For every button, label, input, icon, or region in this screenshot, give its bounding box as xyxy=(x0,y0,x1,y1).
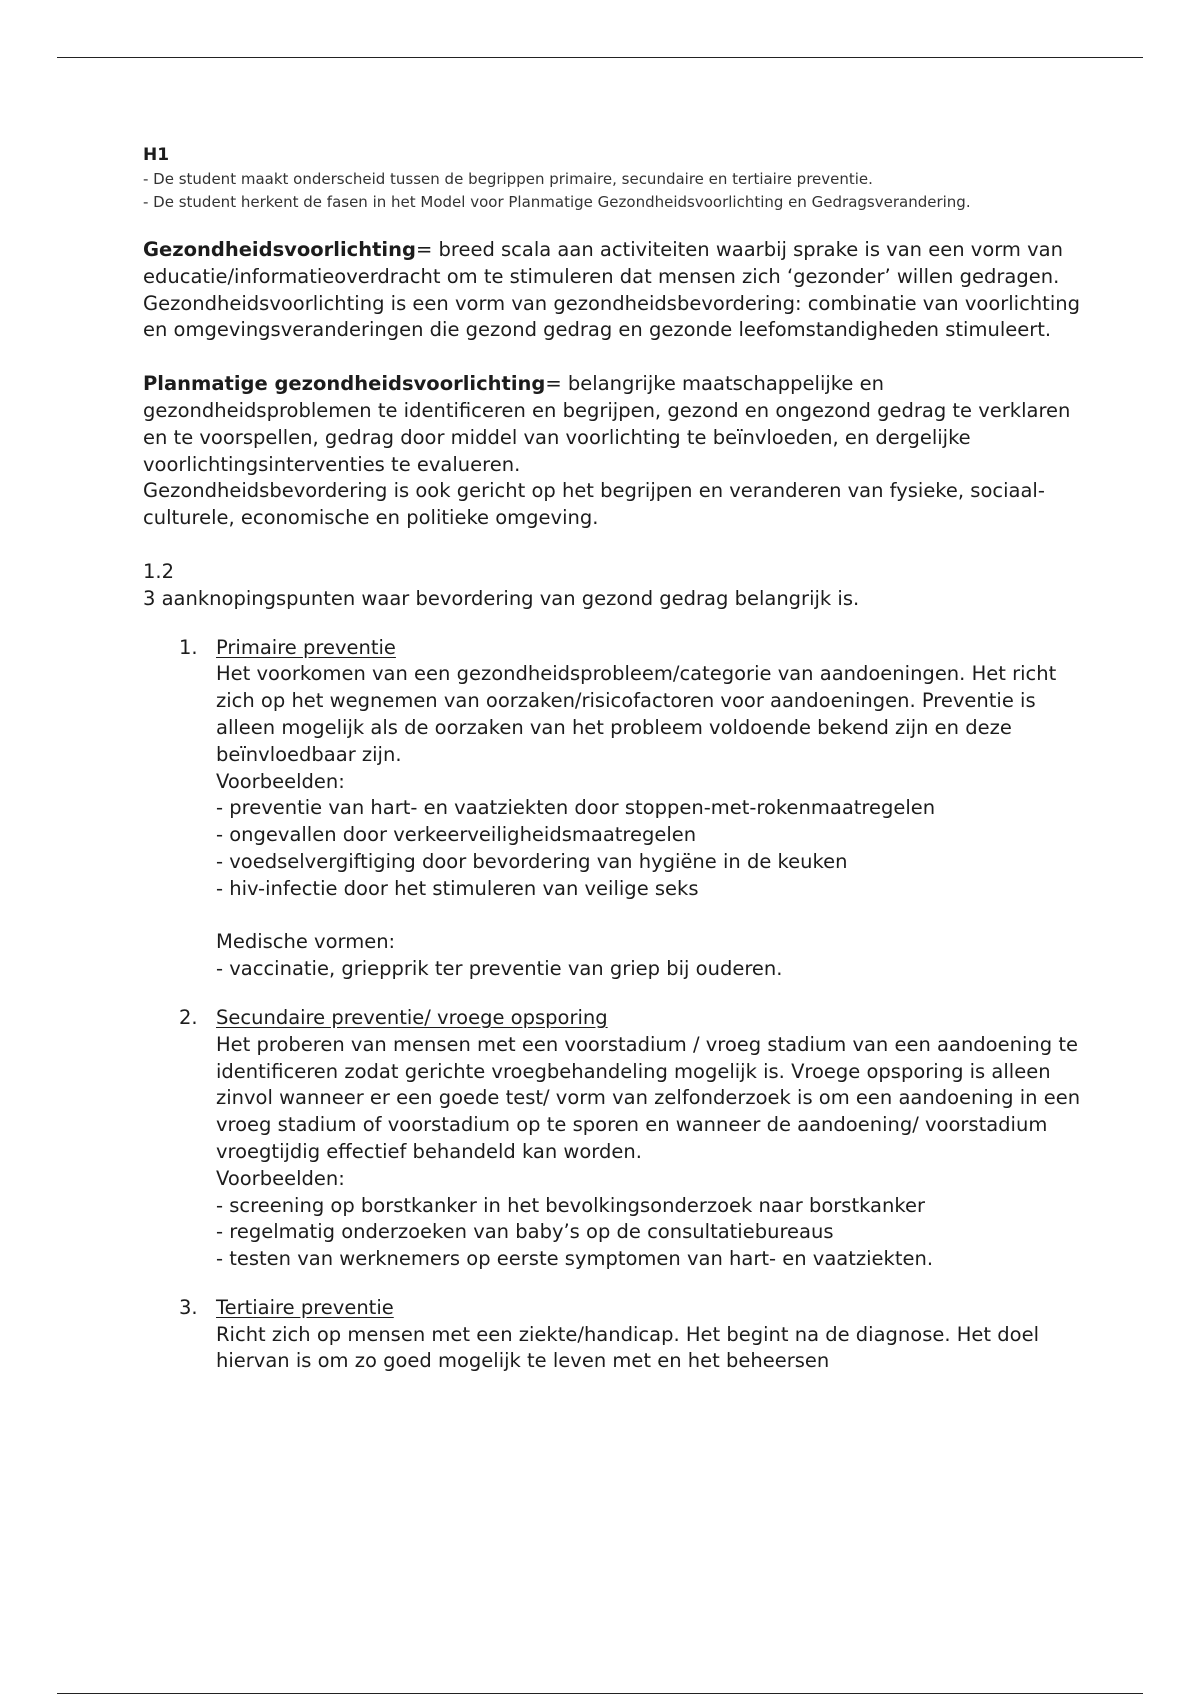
example-line: - hiv-infectie door het stimuleren van veilige seks xyxy=(216,876,699,900)
footer-rule xyxy=(57,1693,1143,1694)
medical-label: Medische vormen: xyxy=(216,930,396,954)
examples-label: Voorbeelden: xyxy=(216,769,345,793)
definition-planmatige xyxy=(143,371,1083,532)
list-item-primary xyxy=(143,635,1083,983)
medical-line: - vaccinatie, griepprik ter preventie van griep bij ouderen. xyxy=(216,957,783,981)
chapter-heading: H1 xyxy=(143,145,170,165)
list-number: 2. xyxy=(179,1005,198,1029)
example-line: - ongevallen door verkeerveiligheidsmaatregelen xyxy=(216,823,697,847)
header-rule xyxy=(57,57,1143,58)
objective-1: - De student maakt onderscheid tussen de begrippen primaire, secundaire en tertiaire preventie. xyxy=(143,170,873,188)
definition-term: Gezondheidsvoorlichting xyxy=(143,238,416,261)
example-line: - preventie van hart- en vaatziekten door stoppen-met-rokenmaatregelen xyxy=(216,796,936,820)
section-number: 1.2 xyxy=(143,559,175,583)
section-intro: 3 aanknopingspunten waar bevordering van gezond gedrag belangrijk is. xyxy=(143,586,860,610)
item-description: Richt zich op mensen met een ziekte/handicap. Het begint na de diagnose. Het doel hiervan is om zo goed mogelijk te leven met en het beheersen xyxy=(216,1322,1039,1373)
definition-extra: Gezondheidsbevordering is ook gericht op het begrijpen en veranderen van fysieke, sociaal-culturele, economische en politieke omgeving. xyxy=(143,479,1045,530)
example-line: - screening op borstkanker in het bevolkingsonderzoek naar borstkanker xyxy=(216,1193,925,1217)
list-number: 1. xyxy=(179,635,198,659)
example-line: - testen van werknemers op eerste symptomen van hart- en vaatziekten. xyxy=(216,1247,934,1271)
definition-text: = breed scala aan activiteiten waarbij sprake is van een vorm van educatie/informatieoverdracht om te stimuleren dat mensen zich ‘gezonder’ willen gedragen. xyxy=(143,238,1063,288)
list-item-secondary xyxy=(143,1005,1083,1273)
item-title: Tertiaire preventie xyxy=(216,1295,394,1319)
example-line: - voedselvergiftiging door bevordering van hygiëne in de keuken xyxy=(216,849,848,873)
document-body xyxy=(143,144,1083,1375)
objective-2: - De student herkent de fasen in het Model voor Planmatige Gezondheidsvoorlichting en Gedragsverandering. xyxy=(143,193,971,211)
prevention-list xyxy=(143,635,1083,1376)
list-number: 3. xyxy=(179,1295,198,1319)
item-description: Het voorkomen van een gezondheidsprobleem/categorie van aandoeningen. Het richt zich op het wegnemen van oorzaken/risicofactoren voor aandoeningen. Preventie is alleen mogelijk als de oorzaken van het probleem voldoende bekend zijn en deze beïnvloedbaar zijn. xyxy=(216,662,1057,766)
item-description: Het proberen van mensen met een voorstadium / vroeg stadium van een aandoening te identificeren zodat gerichte vroegbehandeling mogelijk is. Vroege opsporing is alleen zinvol wanneer er een goede test/ vorm van zelfonderzoek is om een aandoening in een vroeg stadium of voorstadium op te sporen en wanneer de aandoening/ voorstadium vroegtijdig effectief behandeld kan worden. xyxy=(216,1032,1081,1163)
definition-gezondheidsvoorlichting xyxy=(143,237,1083,344)
learning-objectives xyxy=(143,168,1083,214)
list-item-tertiary xyxy=(143,1295,1083,1375)
item-title: Secundaire preventie/ vroege opsporing xyxy=(216,1005,608,1029)
examples-label: Voorbeelden: xyxy=(216,1166,345,1190)
item-title: Primaire preventie xyxy=(216,635,396,659)
definition-extra: Gezondheidsvoorlichting is een vorm van gezondheidsbevordering: combinatie van voorlichting en omgevingsveranderingen die gezond gedrag en gezonde leefomstandigheden stimuleert. xyxy=(143,291,1080,342)
example-line: - regelmatig onderzoeken van baby’s op de consultatiebureaus xyxy=(216,1220,834,1244)
definition-term: Planmatige gezondheidsvoorlichting xyxy=(143,372,546,396)
definition-text: = belangrijke maatschappelijke en gezondheidsproblemen te identificeren en begrijpen, gezond en ongezond gedrag te verklaren en te voorspellen, gedrag door middel van voorlichting te beïnvloeden, en dergelijke voorlichtingsinterventies te evalueren. xyxy=(143,372,1071,476)
